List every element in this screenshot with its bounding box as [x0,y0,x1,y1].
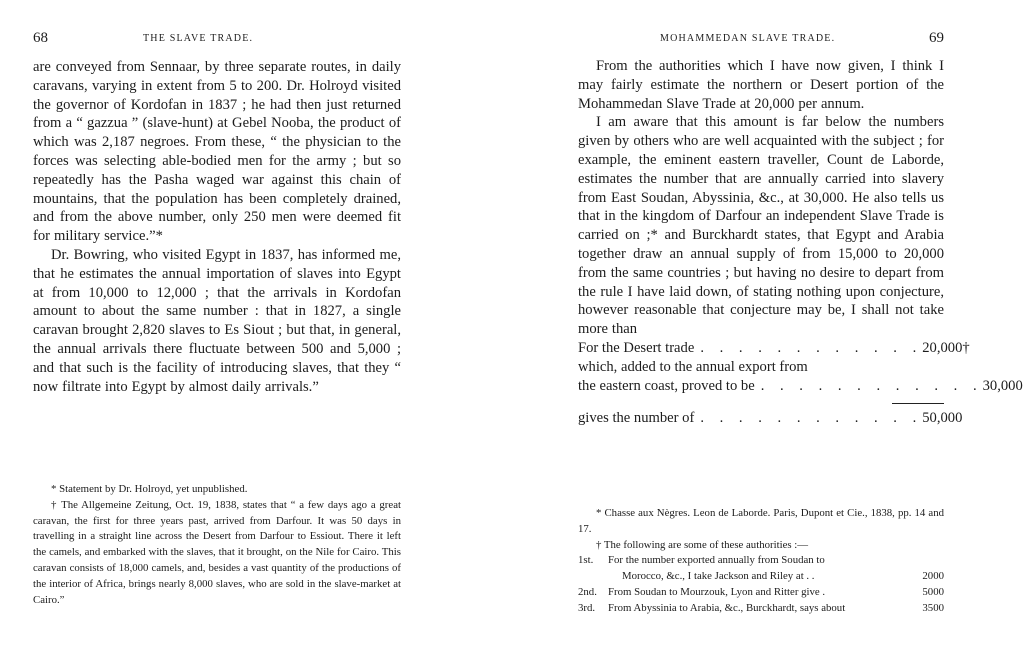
right-footnote-dagger: † The following are some of these authorities :— [596,538,809,551]
estimate-computation [578,339,1023,428]
left-page-header [33,30,401,50]
sum-rule-row [578,395,944,409]
authority-row [578,585,944,601]
left-paragraph-1: are conveyed from Sennaar, by three separate routes, in daily caravans, varying in extent from 5 to 200. Dr. Holroyd visited the governor of Kordofan in 1837 ; he had then just returned from a “ gazzua ” (slave-hunt) at Gebel Nooba, the product of which was 2,187 negroes. From these, “ the physician to the forces was selecting able-bodied men for the army ; but so repeatedly has the Pasha waged war against this chain of mountains, that the population has been completely drained, and from the above number, only 250 men were deemed fit for military service.”* [33,59,401,245]
authority-value: 5000 [922,585,944,598]
left-running-head: THE SLAVE TRADE. [143,33,254,44]
leader-dots: . . . . . . . . . . . . [760,377,983,394]
authority-label: 2nd. [578,585,597,598]
eastern-coast-value: 30,000 [982,377,1023,394]
right-page-number: 69 [929,30,944,46]
authority-text: From Abyssinia to Arabia, &c., Burckhardt, says about [608,601,846,614]
authority-value: 3500 [922,601,944,614]
leader-dots: . . . . . . . . . . . . [700,410,923,427]
right-running-head: MOHAMMEDAN SLAVE TRADE. [660,33,836,44]
authority-text: For the number exported annually from Soudan to [608,554,825,567]
total-label: gives the number of [578,410,695,427]
left-footnote-dagger: † The Allgemeine Zeitung, Oct. 19, 1838, states that “ a few days ago a great caravan, the first for three years past, arrived from Darfour. It was 50 days in travelling in a straight line across the Desert from Darfour to Essiout. There it left the camels, and embarked with the slaves, that it brought, on the Nile for Cairo. This caravan consists of 18,000 camels, and, besides a vast quantity of the productions of the interior of Africa, brings nearly 8,000 slaves, who are sold in the slave-market at Cairo.” [33,498,401,606]
right-footnote-star: * Chasse aux Nègres. Leon de Laborde. Paris, Dupont et Cie., 1838, pp. 14 and 17. [578,507,944,535]
desert-trade-label: For the Desert trade [578,339,695,356]
authority-text: Morocco, &c., I take Jackson and Riley at . . [622,570,815,583]
right-footnotes [578,506,944,617]
authority-value: 2000 [922,570,944,583]
left-page-body [33,58,401,396]
added-line-text: which, added to the annual export from [578,358,808,375]
authority-label: 3rd. [578,601,596,614]
desert-trade-row [578,339,970,358]
authority-row [578,601,944,617]
total-row [578,409,963,428]
left-footnotes [33,482,401,608]
left-page-number: 68 [33,30,48,46]
eastern-coast-label: the eastern coast, proved to be [578,377,755,394]
authority-text: From Soudan to Mourzouk, Lyon and Ritter give . [608,585,826,598]
added-line-row [578,358,944,377]
authority-row [578,553,944,569]
total-value: 50,000 [922,410,963,427]
authority-label: 1st. [578,554,594,567]
authority-row [578,569,944,585]
desert-trade-value: 20,000† [922,339,970,356]
eastern-coast-row [578,377,1023,396]
left-footnote-star: * Statement by Dr. Holroyd, yet unpublished. [51,483,248,495]
right-page-header [578,30,944,50]
right-paragraph-1: From the authorities which I have now given, I think I may fairly estimate the northern or Desert portion of the Mohammedan Slave Trade at 20,000 per annum. [578,58,944,112]
left-paragraph-2: Dr. Bowring, who visited Egypt in 1837, has informed me, that he estimates the annual importation of slaves into Egypt at from 10,000 to 12,000 ; that the arrivals in Kordofan amount to about the same number : that in 1827, a single caravan brought 2,820 slaves to Es Siout ; but that, in general, the annual arrivals there fluctuate between 500 and 5,000 ; and that such is the facility of introducing slaves, that they “ now filtrate into Egypt by almost daily arrivals.” [33,246,401,395]
right-paragraph-2: I am aware that this amount is far below the numbers given by others who are well acquainted with the subject ; for example, the eminent eastern traveller, Count de Laborde, estimates the number that are annually carried into slavery from East Soudan, Abyssinia, &c., at 30,000. He also tells us that in the kingdom of Darfour an independent Slave Trade is carried on ;* and Burckhardt states, that Egypt and Arabia together draw an annual supply of from 15,000 to 20,000 from the same countries ; but having no desire to depart from the rule I have laid down, of stating nothing upon conjecture, however reasonable that conjecture may be, I shall not take more than [578,114,944,338]
leader-dots: . . . . . . . . . . . . [700,339,923,356]
right-page-body [578,57,1023,428]
